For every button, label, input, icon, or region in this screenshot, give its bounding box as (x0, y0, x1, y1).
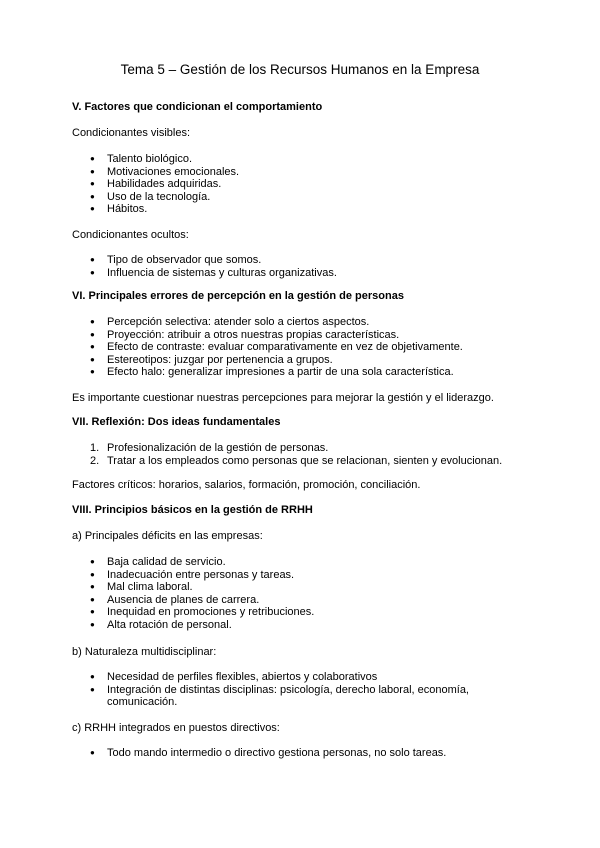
section-5-heading: V. Factores que condicionan el comportamiento (72, 101, 323, 113)
list-item: ● Inadecuación entre personas y tareas. (72, 569, 542, 582)
list-item: ● Influencia de sistemas y culturas organizativas. (72, 267, 542, 280)
list-item: ● Efecto de contraste: evaluar comparativamente en vez de objetivamente. (72, 341, 542, 354)
section-8-heading: VIII. Principios básicos en la gestión de RRHH (72, 504, 313, 516)
section-7-note: Factores críticos: horarios, salarios, formación, promoción, conciliación. (72, 479, 421, 491)
list-item: ● Ausencia de planes de carrera. (72, 594, 542, 607)
list-item (72, 442, 542, 455)
list-item: ● Talento biológico. (72, 153, 542, 166)
errores-list (72, 316, 542, 379)
section-7-heading: VII. Reflexión: Dos ideas fundamentales (72, 416, 281, 428)
directivos-label: c) RRHH integrados en puestos directivos: (72, 722, 280, 734)
item-text: Tratar a los empleados como personas que se relacionan, sienten y evolucionan. (107, 454, 503, 467)
visibles-label: Condicionantes visibles: (72, 127, 191, 139)
list-item: ● Inequidad en promociones y retribuciones. (72, 606, 542, 619)
page-title: Tema 5 – Gestión de los Recursos Humanos en la Empresa (120, 62, 480, 77)
ocultos-list (72, 254, 542, 279)
list-item: ● Tipo de observador que somos. (72, 254, 542, 267)
visibles-list (72, 153, 542, 216)
item-number: 1. (90, 442, 100, 454)
multidisciplinar-label: b) Naturaleza multidisciplinar: (72, 646, 217, 658)
ideas-list (72, 442, 542, 467)
list-item: ● Motivaciones emocionales. (72, 166, 542, 179)
section-6-note: Es importante cuestionar nuestras percepciones para mejorar la gestión y el liderazgo. (72, 392, 494, 404)
list-item: ● Integración de distintas disciplinas: psicología, derecho laboral, economía, comunicación. (72, 684, 492, 709)
list-item: ● Uso de la tecnología. (72, 191, 542, 204)
list-item (72, 455, 542, 468)
list-item: ● Efecto halo: generalizar impresiones a partir de una sola característica. (72, 366, 542, 379)
item-text: Profesionalización de la gestión de personas. (107, 442, 329, 454)
deficits-list (72, 556, 542, 632)
deficits-label: a) Principales déficits en las empresas: (72, 530, 263, 542)
list-item: ● Proyección: atribuir a otros nuestras propias características. (72, 329, 542, 342)
multidisciplinar-list (72, 671, 492, 709)
list-item: ● Baja calidad de servicio. (72, 556, 542, 569)
directivos-list (72, 747, 542, 760)
list-item: ● Todo mando intermedio o directivo gestiona personas, no solo tareas. (72, 747, 542, 760)
list-item: ● Alta rotación de personal. (72, 619, 542, 632)
list-item: ● Percepción selectiva: atender solo a ciertos aspectos. (72, 316, 542, 329)
list-item: ● Necesidad de perfiles flexibles, abiertos y colaborativos (72, 671, 492, 684)
list-item: ● Habilidades adquiridas. (72, 178, 542, 191)
list-item: ● Mal clima laboral. (72, 581, 542, 594)
list-item: ● Estereotipos: juzgar por pertenencia a grupos. (72, 354, 542, 367)
list-item: ● Hábitos. (72, 203, 542, 216)
item-number: 2. (90, 454, 100, 467)
section-6-heading: VI. Principales errores de percepción en la gestión de personas (72, 290, 404, 302)
ocultos-label: Condicionantes ocultos: (72, 229, 189, 241)
